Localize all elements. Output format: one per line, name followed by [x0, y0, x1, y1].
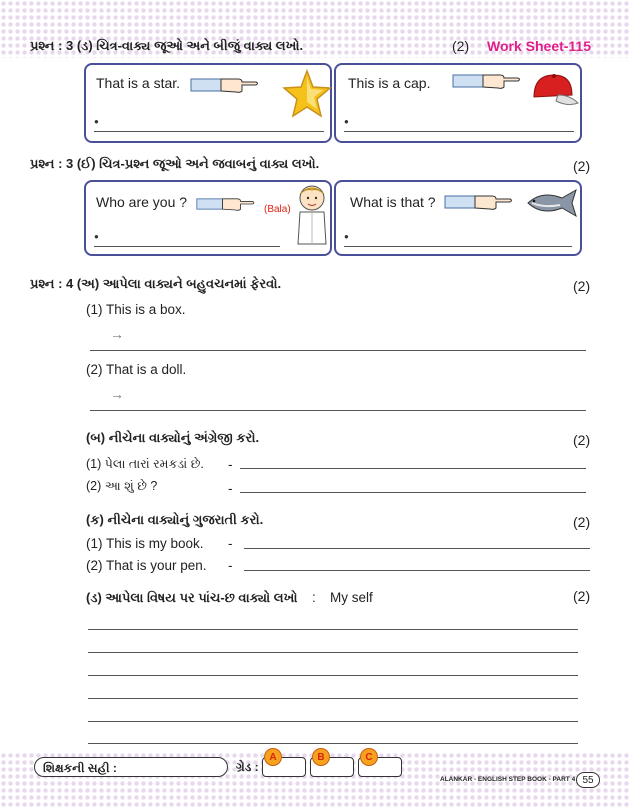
dash-separator: - — [228, 457, 233, 472]
writing-line-6[interactable] — [88, 743, 578, 744]
card-sentence: That is a star. — [96, 75, 181, 91]
writing-line-3[interactable] — [88, 675, 578, 676]
answer-bullet-icon: ● — [344, 117, 349, 126]
sentence-item-1: (1) This is a box. — [86, 302, 186, 317]
answer-line[interactable] — [90, 410, 586, 411]
question-4b-label: (બ) નીચેના વાક્યોનું અંગ્રેજી કરો. — [86, 430, 260, 445]
picture-sentence-card-cap — [334, 63, 582, 143]
answer-bullet-icon: ● — [344, 232, 349, 241]
writing-line-2[interactable] — [88, 652, 578, 653]
arrow-icon: → — [110, 326, 124, 342]
question-3e-label: પ્રશ્ન : 3 (ઈ) ચિત્ર-પ્રશ્ન જૂઓ અને જવાબનું વાક્ય લખો. — [30, 156, 320, 171]
answer-line[interactable] — [344, 246, 572, 247]
medal-c-icon: C — [360, 748, 378, 766]
pointing-hand-icon — [452, 71, 522, 91]
card-question: Who are you ? — [96, 194, 188, 210]
answer-line[interactable] — [244, 548, 590, 549]
question-3e-marks: (2) — [573, 158, 591, 174]
topic-text: My self — [330, 590, 373, 605]
dash-separator: - — [228, 536, 233, 551]
question-4k-label: (ક) નીચેના વાક્યોનું ગુજરાતી કરો. — [86, 512, 264, 527]
question-4a-marks: (2) — [573, 278, 591, 294]
card-sentence: This is a cap. — [348, 75, 431, 91]
english-sentence-1: (1) This is my book. — [86, 536, 204, 551]
question-3d-marks: (2) — [452, 38, 470, 54]
page-number: 55 — [576, 772, 600, 788]
answer-bullet-icon: ● — [94, 232, 99, 241]
pointing-hand-icon — [190, 75, 260, 95]
worksheet-title: Work Sheet-115 — [487, 38, 592, 54]
gujarati-sentence-2: (2) આ શું છે ? — [86, 479, 158, 493]
medal-a-icon: A — [264, 748, 282, 766]
answer-line[interactable] — [344, 131, 574, 132]
boy-icon — [292, 182, 332, 248]
picture-question-card-fish — [334, 180, 582, 256]
picture-sentence-card-star — [84, 63, 332, 143]
gujarati-sentence-1: (1) પેલા તારાં રમકડાં છે. — [86, 457, 204, 471]
question-4d-label: (ડ) આપેલા વિષય પર પાંચ-છ વાક્યો લખો — [86, 590, 298, 605]
pointing-hand-icon — [196, 194, 256, 214]
answer-line[interactable] — [240, 492, 586, 493]
star-icon — [282, 69, 332, 119]
teacher-signature-box[interactable] — [34, 757, 228, 777]
question-3d-label: પ્રશ્ન : 3 (ડ) ચિત્ર-વાક્ય જૂઓ અને બીજું વાક્ય લખો. — [30, 38, 304, 53]
writing-line-1[interactable] — [88, 629, 578, 630]
teacher-signature-label: શિક્ષકની સહી : — [43, 761, 117, 775]
cap-icon — [528, 69, 580, 111]
picture-question-card-bala — [84, 180, 332, 256]
answer-bullet-icon: ● — [94, 117, 99, 126]
pointing-hand-icon — [444, 192, 514, 212]
medal-b-icon: B — [312, 748, 330, 766]
character-name-label: (Bala) — [264, 204, 291, 215]
writing-line-5[interactable] — [88, 721, 578, 722]
topic-colon: : — [312, 590, 316, 605]
answer-line[interactable] — [94, 246, 280, 247]
grade-label: ગ્રેડ : — [236, 760, 259, 774]
book-note: ALANKAR - ENGLISH STEP BOOK - PART 4 — [440, 776, 576, 783]
question-4b-marks: (2) — [573, 432, 591, 448]
sentence-item-2: (2) That is a doll. — [86, 362, 187, 377]
fish-icon — [524, 186, 580, 220]
question-4d-marks: (2) — [573, 588, 591, 604]
answer-line[interactable] — [90, 350, 586, 351]
writing-line-4[interactable] — [88, 698, 578, 699]
question-4a-label: પ્રશ્ન : 4 (અ) આપેલા વાક્યને બહુવચનમાં ફેરવો. — [30, 276, 282, 291]
card-question: What is that ? — [350, 194, 436, 210]
dash-separator: - — [228, 481, 233, 496]
answer-line[interactable] — [244, 570, 590, 571]
arrow-icon: → — [110, 386, 124, 402]
answer-line[interactable] — [240, 468, 586, 469]
answer-line[interactable] — [94, 131, 324, 132]
english-sentence-2: (2) That is your pen. — [86, 558, 207, 573]
dash-separator: - — [228, 558, 233, 573]
question-4k-marks: (2) — [573, 514, 591, 530]
